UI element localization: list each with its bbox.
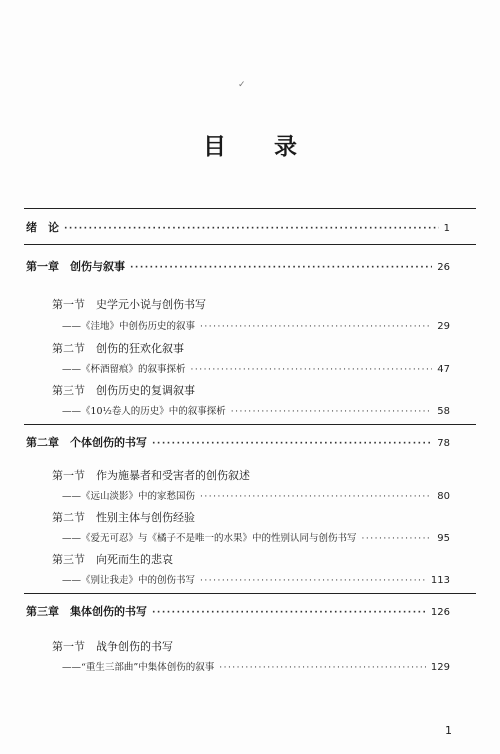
toc-page-number: 80 [437, 491, 450, 502]
toc-entry-label: 第一章 创伤与叙事 [26, 260, 125, 273]
toc-entry-chapter-2[interactable] [26, 434, 450, 450]
toc-entry-label: 第二节 创伤的狂欢化叙事 [52, 342, 184, 355]
toc-entry-label: 第三节 创伤历史的复调叙事 [52, 384, 195, 397]
leader-dots [231, 407, 432, 417]
leader-dots [362, 534, 433, 544]
toc-entry-label: ——《杯酒留痕》的叙事探析 [62, 364, 186, 375]
toc-entry-subtitle-3-1[interactable] [62, 659, 450, 673]
toc-entry-subtitle-1-1[interactable] [62, 318, 450, 332]
page-title: 目 录 [202, 134, 317, 160]
decorative-mark: ✓ [238, 80, 246, 90]
toc-page-number: 78 [437, 438, 450, 449]
toc-entry-label: ——《远山淡影》中的家愁国伤 [62, 491, 196, 502]
toc-page-number: 58 [437, 406, 450, 417]
toc-entry-label: 第一节 作为施暴者和受害者的创伤叙述 [52, 469, 250, 482]
toc-entry-subtitle-2-1[interactable] [62, 488, 450, 502]
section-divider [24, 208, 476, 209]
section-divider [24, 593, 476, 594]
toc-entry-chapter-1[interactable] [26, 258, 450, 274]
toc-entry-subtitle-1-2[interactable] [62, 361, 450, 375]
toc-page-number: 29 [437, 321, 450, 332]
toc-entry-label: 第一节 史学元小说与创伤书写 [52, 298, 206, 311]
toc-entry-subtitle-2-3[interactable] [62, 572, 450, 586]
toc-entry-subtitle-2-2[interactable] [62, 530, 450, 544]
leader-dots [64, 224, 439, 234]
toc-entry-subtitle-1-3[interactable] [62, 403, 450, 417]
leader-dots [200, 492, 432, 502]
leader-dots [219, 663, 426, 673]
toc-entry-chapter-3[interactable] [26, 603, 450, 619]
toc-page-number: 95 [437, 533, 450, 544]
toc-entry-label: ——《别让我走》中的创伤书写 [62, 575, 196, 586]
toc-page-number: 126 [430, 607, 450, 618]
toc-entry-label: ——《爱无可忍》与《橘子不是唯一的水果》中的性别认同与创伤书写 [62, 533, 357, 544]
toc-entry-label: ——《洼地》中创伤历史的叙事 [62, 321, 196, 332]
leader-dots [200, 322, 432, 332]
toc-entry-introduction[interactable] [26, 219, 450, 235]
toc-page-number: 129 [430, 662, 450, 673]
toc-entry-label: 绪 论 [26, 221, 59, 234]
leader-dots [191, 365, 433, 375]
leader-dots [200, 576, 426, 586]
toc-entry-label: 第一节 战争创伤的书写 [52, 640, 173, 653]
page-number: 1 [445, 724, 452, 737]
leader-dots [152, 608, 426, 618]
section-divider [24, 424, 476, 425]
toc-entry-section-2-2[interactable] [52, 509, 195, 525]
toc-page-number: 113 [430, 575, 450, 586]
toc-entry-section-2-1[interactable] [52, 467, 250, 483]
toc-entry-section-1-3[interactable] [52, 382, 195, 398]
toc-entry-label: ——“重生三部曲”中集体创伤的叙事 [62, 662, 215, 673]
toc-entry-label: 第二章 个体创伤的书写 [26, 436, 147, 449]
toc-entry-label: 第二节 性别主体与创伤经验 [52, 511, 195, 524]
leader-dots [152, 439, 432, 449]
toc-entry-section-1-2[interactable] [52, 340, 184, 356]
toc-entry-section-2-3[interactable] [52, 551, 173, 567]
toc-entry-label: 第三节 向死而生的悲哀 [52, 553, 173, 566]
toc-entry-label: 第三章 集体创伤的书写 [26, 605, 147, 618]
toc-page-number: 47 [437, 364, 450, 375]
toc-entry-section-3-1[interactable] [52, 638, 173, 654]
toc-page-number: 26 [437, 262, 450, 273]
toc-entry-label: ——《10½卷人的历史》中的叙事探析 [62, 406, 226, 417]
toc-page-number: 1 [443, 223, 450, 234]
section-divider [24, 244, 476, 245]
leader-dots [130, 263, 432, 273]
toc-entry-section-1-1[interactable] [52, 296, 206, 312]
